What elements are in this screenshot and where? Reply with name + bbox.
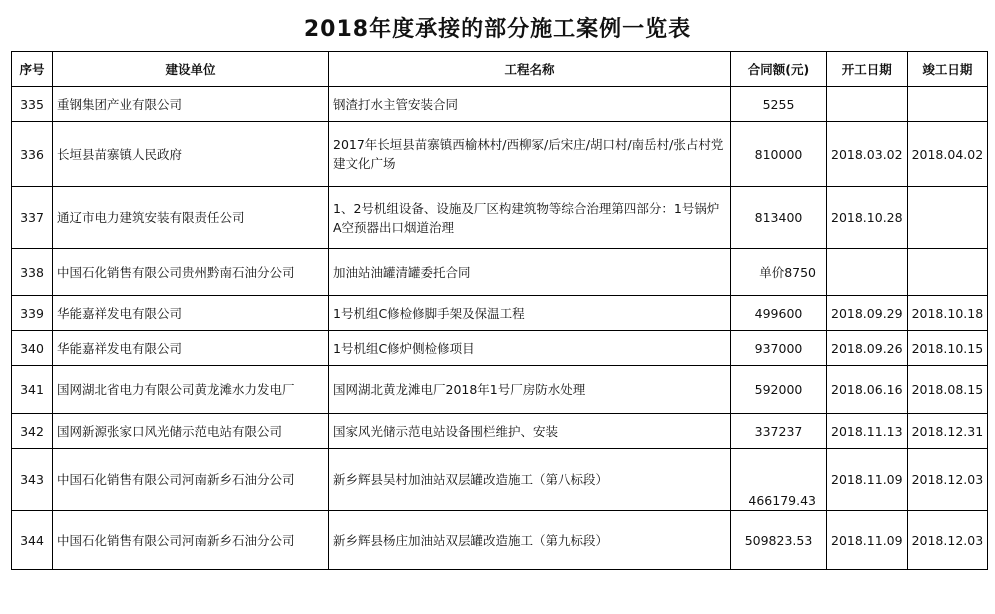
header-start-date: 开工日期: [827, 52, 908, 87]
header-no: 序号: [12, 52, 53, 87]
cell-project: 加油站油罐清罐委托合同: [329, 249, 731, 296]
cell-end-date: 2018.04.02: [907, 122, 988, 187]
cell-end-date: 2018.10.18: [907, 296, 988, 331]
cell-project: 2017年长垣县苗寨镇西榆林村/西柳冢/后宋庄/胡口村/南岳村/张占村党建文化广场: [329, 122, 731, 187]
cell-amount: 813400: [731, 187, 827, 249]
cell-unit: 华能嘉祥发电有限公司: [53, 296, 329, 331]
cell-amount: 单价8750: [731, 249, 827, 296]
table-row: [12, 87, 988, 122]
cell-project: 国家风光储示范电站设备围栏维护、安装: [329, 414, 731, 449]
cell-no: 337: [12, 187, 53, 249]
cell-start-date: 2018.10.28: [827, 187, 908, 249]
cell-end-date: 2018.12.03: [907, 449, 988, 511]
cell-no: 339: [12, 296, 53, 331]
cell-project: 新乡辉县杨庄加油站双层罐改造施工（第九标段）: [329, 511, 731, 570]
cell-project: 新乡辉县吴村加油站双层罐改造施工（第八标段）: [329, 449, 731, 511]
cell-project: 1号机组C修炉侧检修项目: [329, 331, 731, 366]
cell-project: 钢渣打水主管安装合同: [329, 87, 731, 122]
cell-unit: 长垣县苗寨镇人民政府: [53, 122, 329, 187]
cell-no: 335: [12, 87, 53, 122]
cell-start-date: 2018.03.02: [827, 122, 908, 187]
table-row: [12, 366, 988, 414]
header-amount: 合同额(元): [731, 52, 827, 87]
cell-project: 国网湖北黄龙滩电厂2018年1号厂房防水处理: [329, 366, 731, 414]
cell-amount: 810000: [731, 122, 827, 187]
cell-start-date: [827, 249, 908, 296]
cell-unit: 国网湖北省电力有限公司黄龙滩水力发电厂: [53, 366, 329, 414]
cell-start-date: 2018.11.09: [827, 511, 908, 570]
table-row: [12, 414, 988, 449]
cell-amount: 499600: [731, 296, 827, 331]
cell-unit: 国网新源张家口风光储示范电站有限公司: [53, 414, 329, 449]
cell-project: 1、2号机组设备、设施及厂区构建筑物等综合治理第四部分：1号锅炉A空预器出口烟道治理: [329, 187, 731, 249]
table-row: [12, 249, 988, 296]
header-unit: 建设单位: [53, 52, 329, 87]
cell-project: 1号机组C修检修脚手架及保温工程: [329, 296, 731, 331]
cell-unit: 通辽市电力建筑安装有限责任公司: [53, 187, 329, 249]
cell-no: 341: [12, 366, 53, 414]
table-row: [12, 122, 988, 187]
cell-no: 342: [12, 414, 53, 449]
table-row: [12, 511, 988, 570]
cell-amount: 509823.53: [731, 511, 827, 570]
cell-unit: 中国石化销售有限公司贵州黔南石油分公司: [53, 249, 329, 296]
cell-start-date: 2018.09.26: [827, 331, 908, 366]
table-row: [12, 331, 988, 366]
cell-no: 344: [12, 511, 53, 570]
cell-no: 343: [12, 449, 53, 511]
cell-end-date: [907, 187, 988, 249]
cell-end-date: [907, 87, 988, 122]
cell-start-date: 2018.09.29: [827, 296, 908, 331]
cell-start-date: 2018.11.09: [827, 449, 908, 511]
cell-start-date: 2018.11.13: [827, 414, 908, 449]
cell-end-date: 2018.12.31: [907, 414, 988, 449]
table-header-row: [12, 52, 988, 87]
cell-start-date: [827, 87, 908, 122]
cell-amount: 337237: [731, 414, 827, 449]
cell-no: 338: [12, 249, 53, 296]
header-project: 工程名称: [329, 52, 731, 87]
cell-unit: 重钢集团产业有限公司: [53, 87, 329, 122]
cell-end-date: 2018.10.15: [907, 331, 988, 366]
table-row: [12, 296, 988, 331]
cell-amount: 466179.43: [731, 449, 827, 511]
cell-end-date: [907, 249, 988, 296]
cell-unit: 华能嘉祥发电有限公司: [53, 331, 329, 366]
cell-no: 340: [12, 331, 53, 366]
cell-start-date: 2018.06.16: [827, 366, 908, 414]
cell-no: 336: [12, 122, 53, 187]
projects-table: [11, 51, 988, 570]
table-row: [12, 187, 988, 249]
cell-unit: 中国石化销售有限公司河南新乡石油分公司: [53, 511, 329, 570]
cell-amount: 592000: [731, 366, 827, 414]
cell-end-date: 2018.08.15: [907, 366, 988, 414]
cell-amount: 937000: [731, 331, 827, 366]
page-title: 2018年度承接的部分施工案例一览表: [303, 17, 692, 42]
cell-unit: 中国石化销售有限公司河南新乡石油分公司: [53, 449, 329, 511]
header-end-date: 竣工日期: [907, 52, 988, 87]
cell-end-date: 2018.12.03: [907, 511, 988, 570]
table-row: [12, 449, 988, 511]
cell-amount: 5255: [731, 87, 827, 122]
